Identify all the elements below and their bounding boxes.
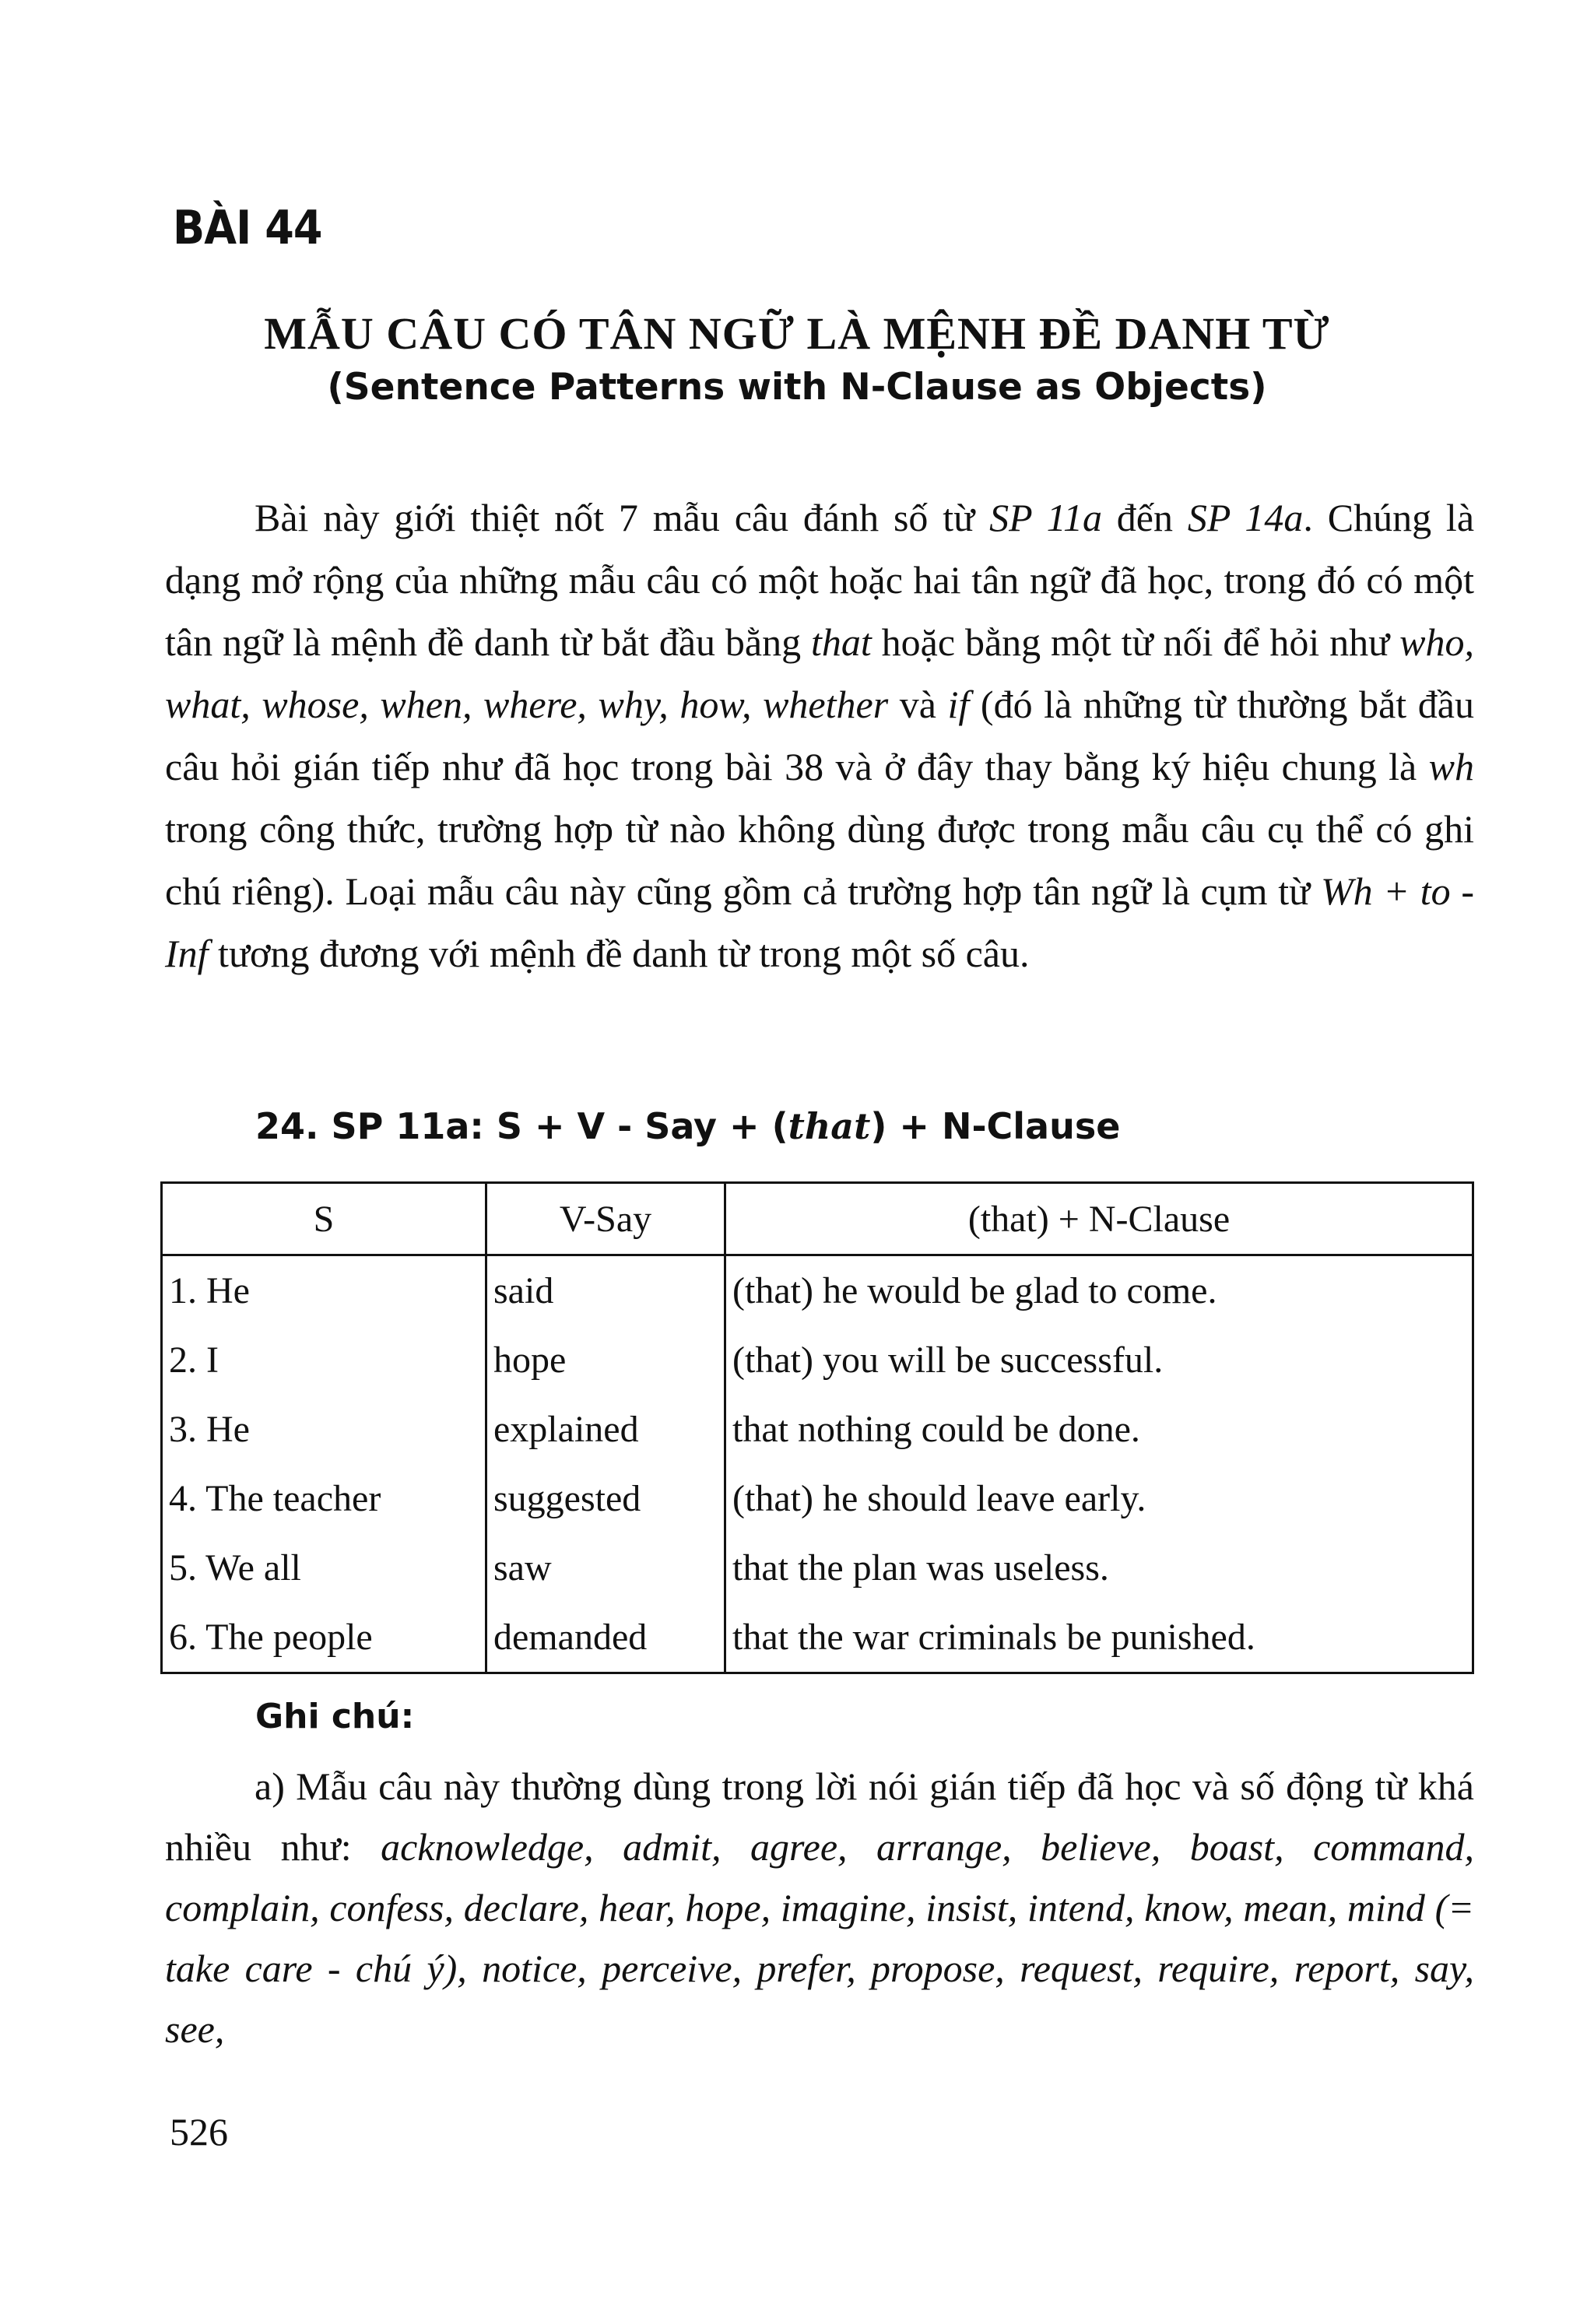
cell-clause: that the war criminals be punished. xyxy=(725,1603,1473,1673)
table-header-row xyxy=(162,1183,1473,1255)
header-verb: V-Say xyxy=(486,1183,725,1255)
cell-verb: hope xyxy=(486,1325,725,1395)
cell-subject: 2. I xyxy=(162,1325,486,1395)
cell-clause: that the plan was useless. xyxy=(725,1533,1473,1603)
intro-text: trong công thức, trường hợp từ nào không dùng được trong mẫu câu cụ thể có ghi chú riêng). Loại mẫu câu này cũng gồm cả trường hợp tân ngữ là cụm từ xyxy=(165,807,1474,913)
cell-verb: said xyxy=(486,1255,725,1326)
cell-subject: 1. He xyxy=(162,1255,486,1326)
note-heading: Ghi chú: xyxy=(255,1697,415,1736)
cell-clause: (that) he would be glad to come. xyxy=(725,1255,1473,1326)
table-row xyxy=(162,1395,1473,1464)
pattern-prefix: 24. SP 11a: S + V - Say + ( xyxy=(255,1105,788,1147)
cell-clause: (that) you will be successful. xyxy=(725,1325,1473,1395)
lesson-label: BÀI 44 xyxy=(173,201,322,255)
cell-subject: 5. We all xyxy=(162,1533,486,1603)
table-row xyxy=(162,1533,1473,1603)
lesson-title-vietnamese: MẪU CÂU CÓ TÂN NGỮ LÀ MỆNH ĐỀ DANH TỪ xyxy=(264,308,1330,359)
cell-clause: that nothing could be done. xyxy=(725,1395,1473,1464)
table-row xyxy=(162,1325,1473,1395)
pattern-that: that xyxy=(788,1105,871,1147)
note-text: a) Mẫu câu này thường dùng trong lời nói gián tiếp đã học và số động từ khá nhiều như: xyxy=(165,1764,1474,1869)
cell-subject: 6. The people xyxy=(162,1603,486,1673)
intro-italic: that xyxy=(811,620,872,664)
cell-subject: 3. He xyxy=(162,1395,486,1464)
table-row xyxy=(162,1603,1473,1673)
note-italic: acknowledge, admit, agree, arrange, believe, boast, command, complain, confess, declare, hear, hope, imagine, insist, intend, know, mean, mind (= take care - chú ý), notice, perceive, prefer, propose, request, require, report, say, see, xyxy=(165,1825,1475,2051)
intro-italic: Wh + to - Inf xyxy=(165,869,1474,975)
intro-text: (đó là những từ thường bắt đầu câu hỏi gián tiếp như đã học trong bài 38 và ở đây thay bằng ký hiệu chung là xyxy=(165,683,1474,788)
intro-italic: wh xyxy=(1428,745,1474,788)
lesson-title-english: (Sentence Patterns with N-Clause as Objects) xyxy=(327,366,1267,409)
intro-text: đến xyxy=(1101,496,1188,539)
page-number: 526 xyxy=(170,2110,228,2154)
intro-text: Bài này giới thiệt nốt 7 mẫu câu đánh số từ xyxy=(255,496,990,539)
intro-text: hoặc bằng một từ nối để hỏi như xyxy=(871,620,1400,664)
table-row xyxy=(162,1255,1473,1326)
cell-verb: explained xyxy=(486,1395,725,1464)
cell-verb: saw xyxy=(486,1533,725,1603)
pattern-heading xyxy=(255,1105,1120,1147)
cell-clause: (that) he should leave early. xyxy=(725,1464,1473,1533)
example-table xyxy=(160,1181,1474,1674)
cell-verb: demanded xyxy=(486,1603,725,1673)
intro-italic: if xyxy=(947,683,970,726)
intro-text: và xyxy=(888,683,948,726)
cell-subject: 4. The teacher xyxy=(162,1464,486,1533)
intro-italic: SP 11a xyxy=(989,496,1102,539)
note-paragraph xyxy=(165,1756,1474,2059)
intro-paragraph xyxy=(165,486,1474,985)
table-row xyxy=(162,1464,1473,1533)
header-subject: S xyxy=(162,1183,486,1255)
intro-italic: SP 14a xyxy=(1187,496,1304,539)
pattern-suffix: ) + N-Clause xyxy=(870,1105,1121,1147)
intro-italic: who, what, whose, when, where, why, how, whether xyxy=(165,620,1474,726)
intro-text: . Chúng là dạng mở rộng của những mẫu câu có một hoặc hai tân ngữ đã học, trong đó có một tân ngữ là mệnh đề danh từ bắt đầu bằng xyxy=(165,496,1475,664)
cell-verb: suggested xyxy=(486,1464,725,1533)
header-clause: (that) + N-Clause xyxy=(725,1183,1473,1255)
intro-text: tương đương với mệnh đề danh từ trong một số câu. xyxy=(208,932,1030,975)
